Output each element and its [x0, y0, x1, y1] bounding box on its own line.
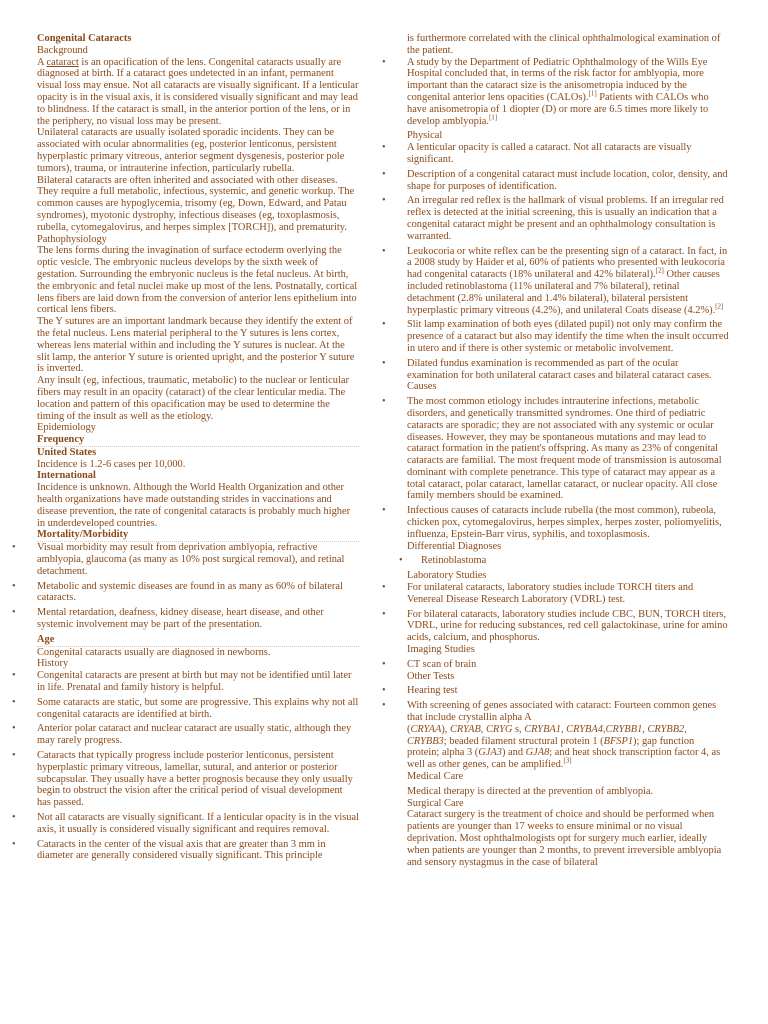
list-item: • Not all cataracts are visually significant. If a lenticular opacity is in the visual axis, it usually is considered visually significant and requires removal. [37, 812, 359, 836]
subheading-international: International [37, 470, 96, 482]
reference-link[interactable]: [3] [563, 756, 572, 765]
right-column [407, 33, 729, 868]
subheading-mortality-morbidity: Mortality/Morbidity [37, 529, 359, 542]
study-list [407, 57, 729, 128]
list-item: • A study by the Department of Pediatric Ophthalmology of the Wills Eye Hospital concluded that, in terms of the risk factor for amblyopia, more important than the cataract size is the anisometropia induced by the congenital anterior lens opacities (CALOs).[1] Patients with CALOs who have anisometropia of 1 diopter (D) or more are 6.5 times more likely to develop amblyopia.[1] [407, 57, 729, 128]
subheading-age: Age [37, 634, 359, 647]
subheading-frequency: Frequency [37, 434, 359, 447]
list-item: • A lenticular opacity is called a cataract. Not all cataracts are visually significant. [407, 142, 729, 166]
list-item: • CT scan of brain Other Tests [407, 659, 729, 683]
age-text: Congenital cataracts usually are diagnosed in newborns. [37, 646, 271, 658]
list-item: • Infectious causes of cataracts include rubella (the most common), rubeola, chicken pox, cytomegalovirus, herpes simplex, herpes zoster, poliomyelitis, influenza, Epstein-Barr virus, syphilis, and toxoplasmosis. Differential Diagnoses [407, 505, 729, 552]
ddx-list [407, 555, 729, 567]
list-item [421, 555, 729, 567]
medical-care-text: Medical therapy is directed at the prevention of amblyopia. [407, 785, 654, 797]
list-item: • Visual morbidity may result from deprivation amblyopia, refractive amblyopia, glaucoma (as many as 10% post surgical removal), and retinal detachment. [37, 542, 359, 577]
list-item: • Some cataracts are static, but some are progressive. This explains why not all congenital cataracts are identified at birth. [37, 697, 359, 721]
list-item: • Description of a congenital cataract must include location, color, density, and shape for purposes of identification. [407, 169, 729, 193]
reference-link[interactable]: [1] [588, 89, 597, 98]
subheading-united-states: United States [37, 446, 97, 458]
background-paragraph-1: A cataract is an opacification of the lens. Congenital cataracts usually are diagnosed at birth. If a cataract goes undetected in an infant, permanent visual loss may ensue. Not all cataracts are visually significant. If a lenticular opacity is in the visual axis, it is considered visually significant and may lead to blindness. If the cataract is small, in the anterior portion of the lens, or in the periphery, no visual loss may be present. [37, 56, 359, 127]
section-heading-imaging-studies: Imaging Studies [407, 644, 475, 656]
history-list [37, 670, 359, 862]
background-paragraph-2: Unilateral cataracts are usually isolated sporadic incidents. They can be associated with ocular abnormalities (eg, posterior lenticonus, persistent hyperplastic primary vitreous, anterior segment dysgenesis, posterior pole tumors), trauma, or intrauterine infection, particularly rubella. [37, 127, 345, 174]
section-heading-history: History [37, 658, 69, 670]
patho-paragraph-2: The Y sutures are an important landmark because they identify the extent of the fetal nucleus. Lens material peripheral to the Y sutures is lens cortex, whereas lens material within and including the Y sutures is nuclear. At the slit lamp, the anterior Y suture is oriented upright, and the posterior Y suture is inverted. [37, 316, 355, 375]
section-heading-epidemiology: Epidemiology [37, 422, 96, 434]
list-item: • Congenital cataracts are present at birth but may not be identified until later in life. Prenatal and family history is helpful. [37, 670, 359, 694]
list-item: • The most common etiology includes intrauterine infections, metabolic disorders, and genetically transmitted syndromes. One third of pediatric cataracts are sporadic; they are not associated with any systemic or ocular diseases. However, they may be spontaneous mutations and may lead to cataract formation in the patient's offspring. As many as 23% of congenital cataracts are familial. The most frequent mode of transmission is autosomal dominant with complete penetrance. This type of cataract may appear as a total cataract, polar cataract, lamellar cataract, or nuclear opacity. All close family members should be examined. [407, 396, 729, 502]
continued-text: is furthermore correlated with the clinical ophthalmological examination of the patient. [407, 33, 721, 56]
list-item: • Metabolic and systemic diseases are found in as many as 60% of bilateral cataracts. [37, 581, 359, 605]
section-heading-other-tests: Other Tests [407, 670, 455, 682]
section-heading-differential-diagnoses: Differential Diagnoses [407, 540, 502, 552]
reference-link[interactable]: [1] [488, 113, 498, 122]
list-item: • Slit lamp examination of both eyes (dilated pupil) not only may confirm the presence of a cataract but also may identify the time when the insult occurred in utero and if there is other systemic or metabolic involvement. [407, 319, 729, 354]
list-item: • Cataracts in the center of the visual axis that are greater than 3 mm in diameter are generally considered visually significant. This principle [37, 839, 359, 863]
lab-list [407, 582, 729, 656]
international-text: Incidence is unknown. Although the World Health Organization and other health organizations have made outstanding strides in vaccinations and disease prevention, the rate of congenital cataracts is probably much higher in underdeveloped countries. [37, 482, 351, 529]
imaging-list [407, 659, 729, 683]
section-heading-background: Background [37, 44, 88, 56]
section-heading-surgical-care: Surgical Care [407, 797, 464, 809]
section-heading-laboratory-studies: Laboratory Studies [407, 570, 487, 582]
section-heading-pathophysiology: Pathophysiology [37, 233, 107, 245]
us-incidence-text: Incidence is 1.2-6 cases per 10,000. [37, 458, 186, 470]
causes-list [407, 396, 729, 552]
page-title: Congenital Cataracts [37, 33, 132, 44]
other-tests-list [407, 685, 729, 782]
section-heading-medical-care: Medical Care [407, 771, 464, 783]
section-heading-physical: Physical [407, 130, 443, 142]
background-paragraph-3: Bilateral cataracts are often inherited and associated with other diseases. They require a full metabolic, infectious, systemic, and genetic workup. The common causes are hypoglycemia, trisomy (eg, Down, Edward, and Patau syndromes), myotonic dystrophy, infectious diseases (eg, toxoplasmosis, rubella, cytomegalovirus, and herpes simplex [TORCH]), and prematurity. [37, 174, 355, 233]
list-item: • For bilateral cataracts, laboratory studies include CBC, BUN, TORCH titers, VDRL, urine for reducing substances, red cell galactokinase, urine for amino acids, calcium, and phosphorus. Imaging Studies [407, 609, 729, 656]
physical-list [407, 142, 729, 393]
list-item: • Cataracts that typically progress include posterior lenticonus, persistent hyperplastic primary vitreous, lamellar, sutural, and anterior or posterior subcapsular. They usually have a better prognosis because they only usually begin to obstruct the vision after the critical period of visual development has passed. [37, 750, 359, 809]
list-item: • For unilateral cataracts, laboratory studies include TORCH titers and Venereal Disease Research Laboratory (VDRL) test. [407, 582, 729, 606]
reference-link[interactable]: [2] [655, 266, 664, 275]
list-item: • Dilated fundus examination is recommended as part of the ocular examination for both unilateral cataract cases and bilateral cataract cases. Causes [407, 358, 729, 393]
list-item: • With screening of genes associated with cataract: Fourteen common genes that include crystallin alpha A (CRYAA), CRYAB, CRYG s, CRYBA1, CRYBA4,CRYBB1, CRYBB2, CRYBB3; beaded filament structural protein 1 (BFSP1); gap function protein; alpha 3 (GJA3) and GJA8; and heat shock transcription factor 4, as well as other genes, can be amplified.[3] Medical Care [407, 700, 729, 783]
list-item: • Hearing test [407, 685, 729, 697]
list-item: • An irregular red reflex is the hallmark of visual problems. If an irregular red reflex is detected at the initial screening, this is usually an indication that a congenital cataract might be present and an ophthalmology consultation is warranted. [407, 195, 729, 242]
patho-paragraph-3: Any insult (eg, infectious, traumatic, metabolic) to the nuclear or lenticular fibers may result in an opacity (cataract) of the clear lenticular media. The location and pattern of this opacification may be used to determine the timing of the insult as well as the etiology. [37, 375, 349, 422]
left-column [37, 33, 359, 865]
patho-paragraph-1: The lens forms during the invagination of surface ectoderm overlying the optic vesicle. The embryonic nucleus develops by the sixth week of gestation. Surrounding the embryonic nucleus is the fetal nucleus. At birth, the embryonic and fetal nuclei make up most of the lens. Postnatally, cortical lens fibers are laid down from the conversion of anterior lens epithelium into cortical lens fibers. [37, 245, 358, 316]
retinoblastoma-link[interactable]: Retinoblastoma [421, 555, 487, 567]
list-item: • Anterior polar cataract and nuclear cataract are usually static, although they may rarely progress. [37, 723, 359, 747]
cataract-link[interactable]: cataract [46, 56, 79, 68]
list-item: • Mental retardation, deafness, kidney disease, heart disease, and other systemic involvement may be part of the presentation. [37, 607, 359, 631]
section-heading-causes: Causes [407, 381, 437, 393]
reference-link[interactable]: [2] [715, 302, 724, 311]
list-item: • Leukocoria or white reflex can be the presenting sign of a cataract. In fact, in a 2008 study by Haider et al, 60% of patients who presented with leukocoria had congenital cataracts (18% unilateral and 42% bilateral).[2] Other causes included retinoblastoma (11% unilateral and 7% bilateral), retinal detachment (2.8% unilateral and 1.4% bilateral), bilateral persistent hyperplastic primary vitreous (4.2%), and unilateral Coats disease (4.2%).[2] [407, 246, 729, 317]
surgical-care-text: Cataract surgery is the treatment of choice and should be performed when patients are younger than 17 weeks to ensure minimal or no visual deprivation. Most ophthalmologists opt for surgery much earlier, ideally when patients are younger than 2 months, to prevent irreversible amblyopia and sensory nystagmus in the case of bilateral [407, 809, 722, 868]
mortality-list [37, 542, 359, 631]
